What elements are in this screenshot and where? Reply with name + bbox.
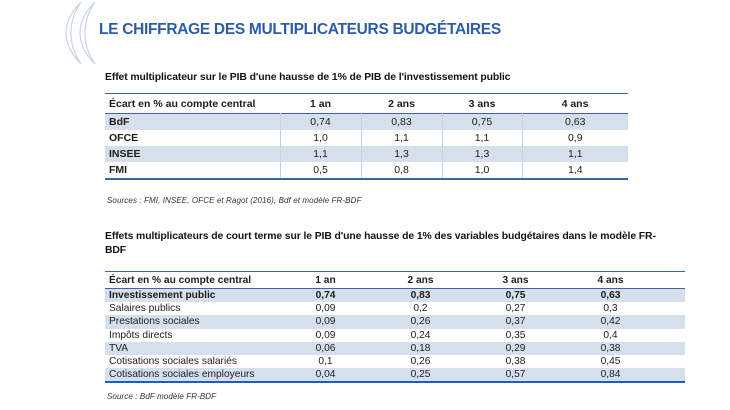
cell-value: 0,18	[410, 342, 431, 354]
cell-value: 0,27	[505, 303, 526, 315]
page-title: LE CHIFFRAGE DES MULTIPLICATEURS BUDGÉTAIRES	[99, 21, 501, 38]
table-row	[105, 114, 628, 131]
column-header-label: Écart en % au compte central	[109, 97, 256, 110]
table2-source-note: Source : BdF modèle FR-BDF	[107, 392, 217, 401]
column-header: 1 an	[309, 97, 331, 110]
row-label: INSEE	[109, 148, 141, 160]
cell-value: 0,06	[315, 342, 336, 354]
cell-value: 0,57	[505, 369, 526, 381]
cell-value: 0,83	[410, 290, 431, 302]
cell-value: 1,1	[280, 146, 361, 162]
cell-value: 0,1	[318, 356, 333, 368]
row-label: Salaires publics	[109, 303, 181, 315]
spacer-cell	[658, 329, 685, 342]
table-row	[105, 368, 685, 382]
cell-value: 1,4	[522, 162, 628, 179]
row-label: FMI	[109, 164, 128, 176]
cell-value: 0,74	[280, 114, 361, 131]
column-header-label: Écart en % au compte central	[109, 274, 252, 286]
row-label: OFCE	[109, 132, 139, 144]
cell-value: 0,75	[442, 114, 522, 131]
row-label: BdF	[109, 116, 130, 128]
row-label: Prestations sociales	[109, 316, 200, 328]
cell-value: 0,35	[505, 329, 526, 341]
row-label: TVA	[109, 342, 129, 354]
table2-title: Effets multiplicateurs de court terme sur le PIB d'une hausse de 1% des variables budgétaires dans le modèle FR-BDF	[105, 231, 656, 256]
cell-value: 0,75	[505, 290, 526, 302]
cell-value: 0,29	[505, 342, 526, 354]
table1-title: Effet multiplicateur sur le PIB d'une hausse de 1% de PIB de l'investissement public	[105, 72, 511, 83]
cell-value: 0,45	[600, 356, 621, 368]
table1-source-note: Sources : FMI, INSEE, OFCE et Ragot (2016), Bdf et modèle FR-BDF	[107, 196, 362, 205]
table-row	[105, 146, 628, 162]
cell-value: 0,09	[315, 316, 336, 328]
cell-value: 0,63	[600, 290, 621, 302]
column-header: 2 ans	[388, 97, 415, 110]
table-row	[105, 130, 628, 146]
cell-value: 0,04	[315, 369, 336, 381]
column-header: 3 ans	[502, 274, 529, 286]
row-label: Cotisations sociales salariés	[109, 356, 237, 368]
table-row	[105, 342, 685, 355]
table-row	[105, 315, 685, 328]
column-header: 4 ans	[597, 274, 624, 286]
cell-value: 0,83	[361, 114, 442, 131]
cell-value: 0,38	[505, 356, 526, 368]
spacer-cell	[658, 315, 685, 328]
cell-value: 1,1	[361, 130, 442, 146]
spacer-cell	[658, 355, 685, 368]
column-header: 3 ans	[468, 97, 496, 110]
row-label: Investissement public	[109, 290, 216, 302]
cell-value: 1,3	[361, 146, 442, 162]
cell-value: 0,84	[600, 369, 621, 381]
table-row	[105, 162, 628, 179]
double-parentheses-icon	[64, 1, 104, 65]
cell-value: 0,4	[603, 329, 618, 341]
spacer-cell	[658, 302, 685, 315]
cell-value: 0,26	[410, 356, 431, 368]
cell-value: 0,09	[315, 303, 336, 315]
spacer-cell	[658, 289, 685, 303]
cell-value: 1,0	[280, 130, 361, 146]
column-header: 1 an	[315, 274, 336, 286]
cell-value: 0,37	[505, 316, 526, 328]
cell-value: 0,2	[413, 303, 428, 315]
cell-value: 1,3	[442, 146, 522, 162]
cell-value: 0,63	[522, 114, 628, 131]
cell-value: 0,42	[600, 316, 621, 328]
cell-value: 1,0	[442, 162, 522, 179]
cell-value: 1,1	[442, 130, 522, 146]
spacer-cell	[658, 272, 685, 289]
cell-value: 0,5	[280, 162, 361, 179]
column-header: 2 ans	[407, 274, 434, 286]
table-row	[105, 302, 685, 315]
column-header: 4 ans	[561, 97, 589, 110]
table-row	[105, 289, 685, 303]
cell-value: 0,3	[603, 303, 618, 315]
cell-value: 0,38	[600, 342, 621, 354]
cell-value: 0,25	[410, 369, 431, 381]
row-label: Cotisations sociales employeurs	[109, 369, 255, 381]
cell-value: 0,9	[522, 130, 628, 146]
cell-value: 0,8	[361, 162, 442, 179]
cell-value: 0,74	[315, 290, 336, 302]
cell-value: 0,09	[315, 329, 336, 341]
table-row	[105, 355, 685, 368]
multiplier-table-public-investment	[105, 93, 628, 180]
table-header-row	[105, 272, 685, 289]
spacer-cell	[658, 368, 685, 382]
table-row	[105, 329, 685, 342]
cell-value: 1,1	[522, 146, 628, 162]
cell-value: 0,26	[410, 316, 431, 328]
cell-value: 0,24	[410, 329, 431, 341]
table-header-row	[105, 94, 628, 114]
spacer-cell	[658, 342, 685, 355]
multiplier-table-budget-variables	[105, 271, 685, 383]
row-label: Impôts directs	[109, 329, 173, 341]
